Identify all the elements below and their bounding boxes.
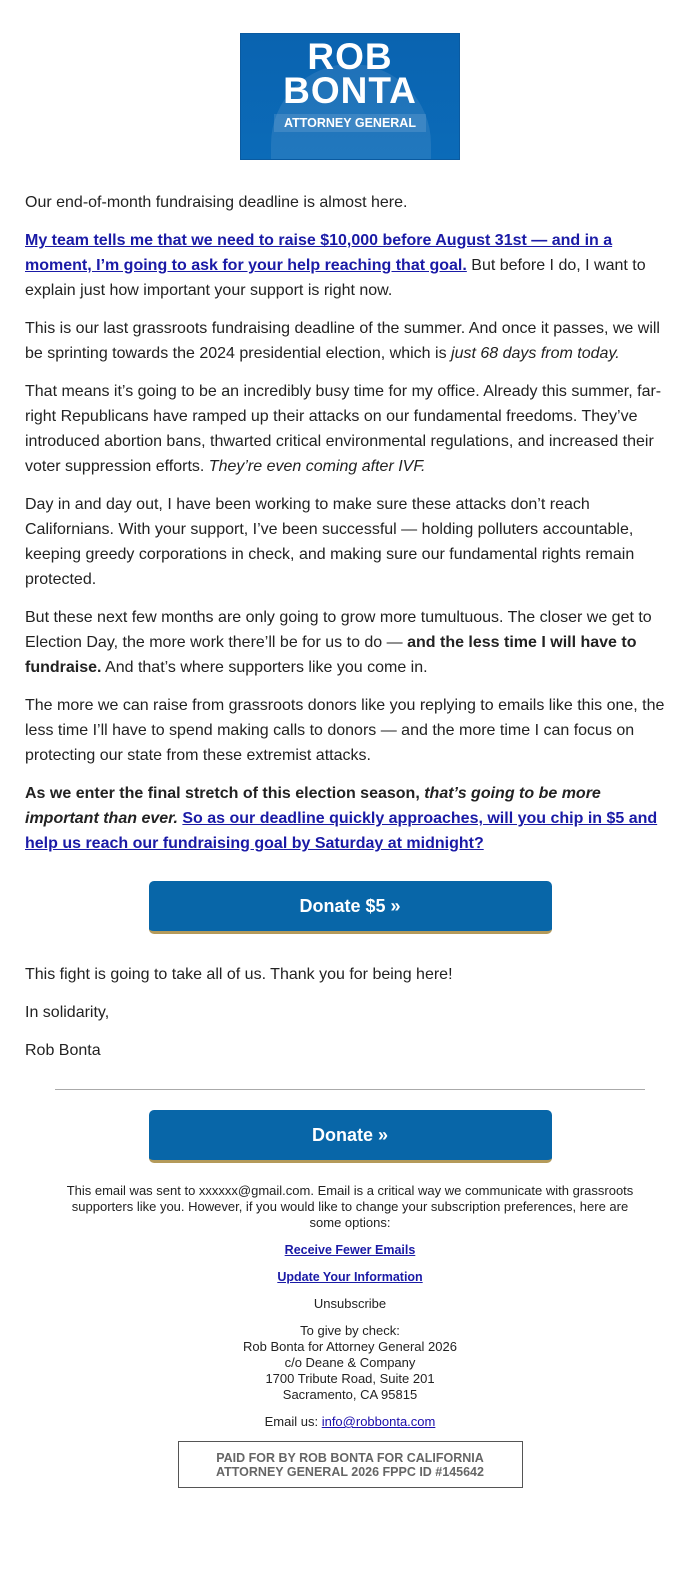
address-line: Rob Bonta for Attorney General 2026	[243, 1339, 457, 1354]
logo-line3: ATTORNEY GENERAL	[274, 114, 426, 132]
receive-fewer-emails-link[interactable]: Receive Fewer Emails	[284, 1243, 416, 1257]
paid-for-disclaimer	[178, 1441, 523, 1488]
paragraph	[25, 316, 675, 366]
paragraph: Our end-of-month fundraising deadline is almost here.	[25, 194, 408, 211]
bold-italic: that’s going to be more important than ever.	[25, 785, 601, 827]
text: That means it’s going to be an incredibly busy time for my office. Already this summer, far-right Republicans have ramped up their attacks on our fundamental freedoms. They’ve introduced abortion bans, thwarted critical environmental regulations, and increased their voter suppression efforts.	[25, 383, 662, 475]
emphasis: just 68 days from today.	[451, 345, 620, 362]
emphasis: They’re even coming after IVF.	[208, 458, 426, 475]
disclaimer-line: ATTORNEY GENERAL 2026 FPPC ID #145642	[216, 1465, 484, 1479]
rob-bonta-logo	[240, 33, 460, 160]
text: And that’s where supporters like you come in.	[101, 659, 428, 676]
email-link[interactable]: info@robbonta.com	[321, 1414, 436, 1429]
divider	[55, 1089, 645, 1090]
logo-line2: BONTA	[283, 70, 417, 111]
text: But these next few months are only going to grow more tumultuous. The closer we get to Election Day, the more work there’ll be for us to do —	[25, 609, 652, 651]
paragraph	[25, 605, 675, 680]
disclaimer-line: PAID FOR BY ROB BONTA FOR CALIFORNIA	[216, 1451, 484, 1465]
footer	[0, 1183, 700, 1430]
bold: As we enter the final stretch of this election season,	[25, 785, 425, 802]
address-line: c/o Deane & Company	[284, 1355, 416, 1370]
paragraph	[25, 379, 675, 479]
sent-notice: This email was sent to xxxxxx@gmail.com. Email is a critical way we communicate with grassroots supporters like you. However, if you would like to change your subscription preferences, here are some options:	[66, 1183, 634, 1230]
signature: Rob Bonta	[25, 1042, 101, 1059]
goal-link[interactable]: My team tells me that we need to raise $10,000 before August 31st — and in a moment, I’m going to ask for your help reaching that goal.	[25, 232, 613, 274]
bold: and the less time I will have to fundraise.	[25, 634, 637, 676]
email-body	[0, 160, 700, 1063]
donate-button[interactable]: Donate »	[149, 1110, 552, 1163]
text: This is our last grassroots fundraising deadline of the summer. And once it passes, we will be sprinting towards the 2024 presidential election, which is	[25, 320, 660, 362]
email-us	[60, 1414, 640, 1430]
unsubscribe-link[interactable]: Unsubscribe	[313, 1296, 387, 1311]
check-address	[60, 1323, 640, 1403]
chip-in-link[interactable]: So as our deadline quickly approaches, will you chip in $5 and help us reach our fundraising goal by Saturday at midnight?	[25, 810, 658, 852]
address-line: 1700 Tribute Road, Suite 201	[265, 1371, 435, 1386]
address-line: Sacramento, CA 95815	[282, 1387, 418, 1402]
donate-5-button[interactable]: Donate $5 »	[149, 881, 552, 934]
update-information-link[interactable]: Update Your Information	[277, 1270, 423, 1284]
paragraph	[25, 781, 675, 856]
paragraph: In solidarity,	[25, 1004, 110, 1021]
paragraph: This fight is going to take all of us. Thank you for being here!	[25, 966, 453, 983]
email-label: Email us:	[264, 1414, 322, 1429]
paragraph: Day in and day out, I have been working to make sure these attacks don’t reach Californians. With your support, I’ve been successful — holding polluters accountable, keeping greedy corporations in check, and making sure our fundamental rights remain protected.	[25, 496, 635, 588]
address-line: To give by check:	[300, 1323, 400, 1338]
text: But before I do, I want to explain just how important your support is right now.	[25, 257, 646, 299]
paragraph	[25, 228, 675, 303]
logo-line1: ROB	[307, 36, 393, 77]
email	[0, 33, 700, 1488]
paragraph: The more we can raise from grassroots donors like you replying to emails like this one, the less time I’ll have to spend making calls to donors — and the more time I can focus on protecting our state from these extremist attacks.	[25, 697, 665, 764]
